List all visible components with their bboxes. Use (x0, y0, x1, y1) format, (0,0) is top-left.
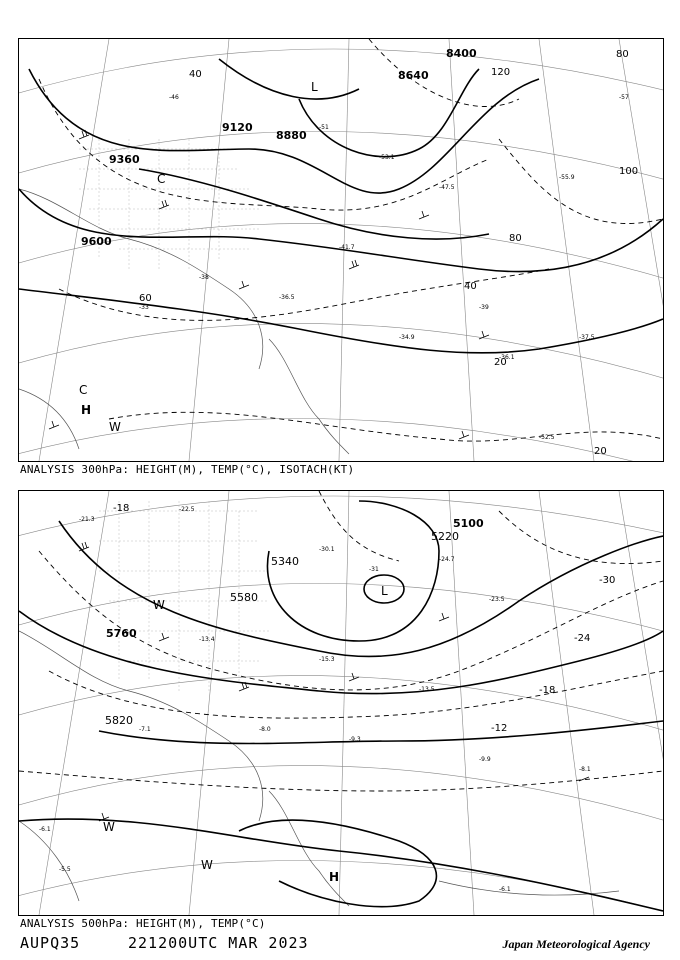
map-panel-500hpa (18, 490, 664, 916)
agency-name: Japan Meteorological Agency (502, 937, 650, 951)
height-label: 5820 (105, 714, 133, 727)
svg-text:-23.5: -23.5 (489, 596, 505, 603)
svg-text:-55.9: -55.9 (559, 174, 575, 181)
wind-barbs (79, 542, 589, 821)
height-contours (19, 59, 663, 353)
svg-text:-46: -46 (169, 94, 179, 101)
svg-text:-37.5: -37.5 (579, 334, 595, 341)
pressure-center-label: L (311, 80, 318, 94)
caption-300hpa: ANALYSIS 300hPa: HEIGHT(M), TEMP(°C), ISOTACH(KT) (20, 463, 355, 476)
svg-text:-53.1: -53.1 (379, 154, 395, 161)
height-label: 9600 (81, 235, 112, 248)
isotach-label: 80 (616, 49, 629, 60)
svg-text:-51: -51 (319, 124, 329, 131)
isotherm-label: -30 (599, 575, 616, 586)
height-label: 5760 (106, 627, 137, 640)
svg-text:-31: -31 (369, 566, 379, 573)
height-label: 5100 (453, 517, 484, 530)
coastline (19, 631, 619, 906)
isotherm-label: -18 (113, 503, 130, 514)
pressure-center-label: C (157, 172, 166, 186)
svg-text:-8.1: -8.1 (579, 766, 591, 773)
wind-barbs (49, 130, 489, 439)
svg-text:-39: -39 (479, 304, 489, 311)
height-label: 5220 (431, 530, 459, 543)
height-label: 8640 (398, 69, 429, 82)
height-label: 9120 (222, 121, 253, 134)
svg-text:-41.7: -41.7 (339, 244, 355, 251)
height-label: 5580 (230, 591, 258, 604)
isotach-label: 120 (491, 67, 511, 78)
pressure-center-label: W (103, 820, 115, 834)
isotach-label: 60 (139, 293, 152, 304)
isotherm-label: -18 (539, 685, 556, 696)
map-500hpa-drawing (19, 491, 663, 915)
height-label: 8880 (276, 129, 307, 142)
svg-text:-13.5: -13.5 (419, 686, 435, 693)
svg-text:-24.7: -24.7 (439, 556, 455, 563)
height-label-group (453, 517, 484, 530)
pressure-center-label: L (381, 584, 388, 598)
isotach-label: 100 (619, 166, 639, 177)
grid-hatch (79, 139, 259, 269)
svg-text:-47.5: -47.5 (439, 184, 455, 191)
pressure-center-label: H (329, 870, 340, 884)
chart-code: AUPQ35 (20, 934, 81, 952)
height-label: 8400 (446, 47, 477, 60)
height-label: 5340 (271, 555, 299, 568)
svg-text:-34.9: -34.9 (399, 334, 415, 341)
pressure-center-label: W (109, 420, 121, 434)
isotach-label: 20 (494, 357, 507, 368)
svg-text:-30.1: -30.1 (319, 546, 335, 553)
svg-text:-36.5: -36.5 (279, 294, 295, 301)
pressure-center-label: C (79, 383, 88, 397)
map-panel-300hpa (18, 38, 664, 462)
isotach-label: 20 (594, 446, 607, 457)
svg-text:-22.5: -22.5 (179, 506, 195, 513)
isotach-label: 40 (464, 281, 477, 292)
height-label-group (105, 530, 459, 727)
svg-text:-21.3: -21.3 (79, 516, 95, 523)
svg-text:-6.1: -6.1 (499, 886, 511, 893)
isotherm-label: -12 (491, 723, 508, 734)
isotherms (19, 491, 663, 791)
isotach-label: 80 (509, 233, 522, 244)
temperature-labels (139, 94, 629, 441)
pressure-center-label: W (153, 598, 165, 612)
svg-text:-9.9: -9.9 (479, 756, 491, 763)
svg-text:-6.1: -6.1 (39, 826, 51, 833)
svg-text:-36.1: -36.1 (499, 354, 515, 361)
svg-text:-33: -33 (139, 304, 149, 311)
temperature-labels (39, 506, 591, 893)
pressure-center-label: W (201, 858, 213, 872)
isotach-label: 40 (189, 69, 202, 80)
caption-500hpa: ANALYSIS 500hPa: HEIGHT(M), TEMP(°C) (20, 917, 266, 930)
svg-text:-8.0: -8.0 (259, 726, 271, 733)
height-contours (19, 501, 663, 911)
svg-text:-9.3: -9.3 (349, 736, 361, 743)
valid-time: 221200UTC MAR 2023 (128, 934, 309, 952)
svg-text:-5.5: -5.5 (59, 866, 71, 873)
height-label-group (81, 47, 477, 248)
svg-text:-38: -38 (199, 274, 209, 281)
svg-text:-13.4: -13.4 (199, 636, 215, 643)
svg-text:-57: -57 (619, 94, 629, 101)
svg-text:-15.3: -15.3 (319, 656, 335, 663)
coastline (19, 189, 349, 454)
map-300hpa-drawing (19, 39, 663, 461)
height-label: 9360 (109, 153, 140, 166)
pressure-center-group (103, 584, 388, 884)
pressure-center-label: H (81, 403, 92, 417)
isotherm-label: -24 (574, 633, 591, 644)
svg-text:-52.5: -52.5 (539, 434, 555, 441)
svg-text:-7.1: -7.1 (139, 726, 151, 733)
